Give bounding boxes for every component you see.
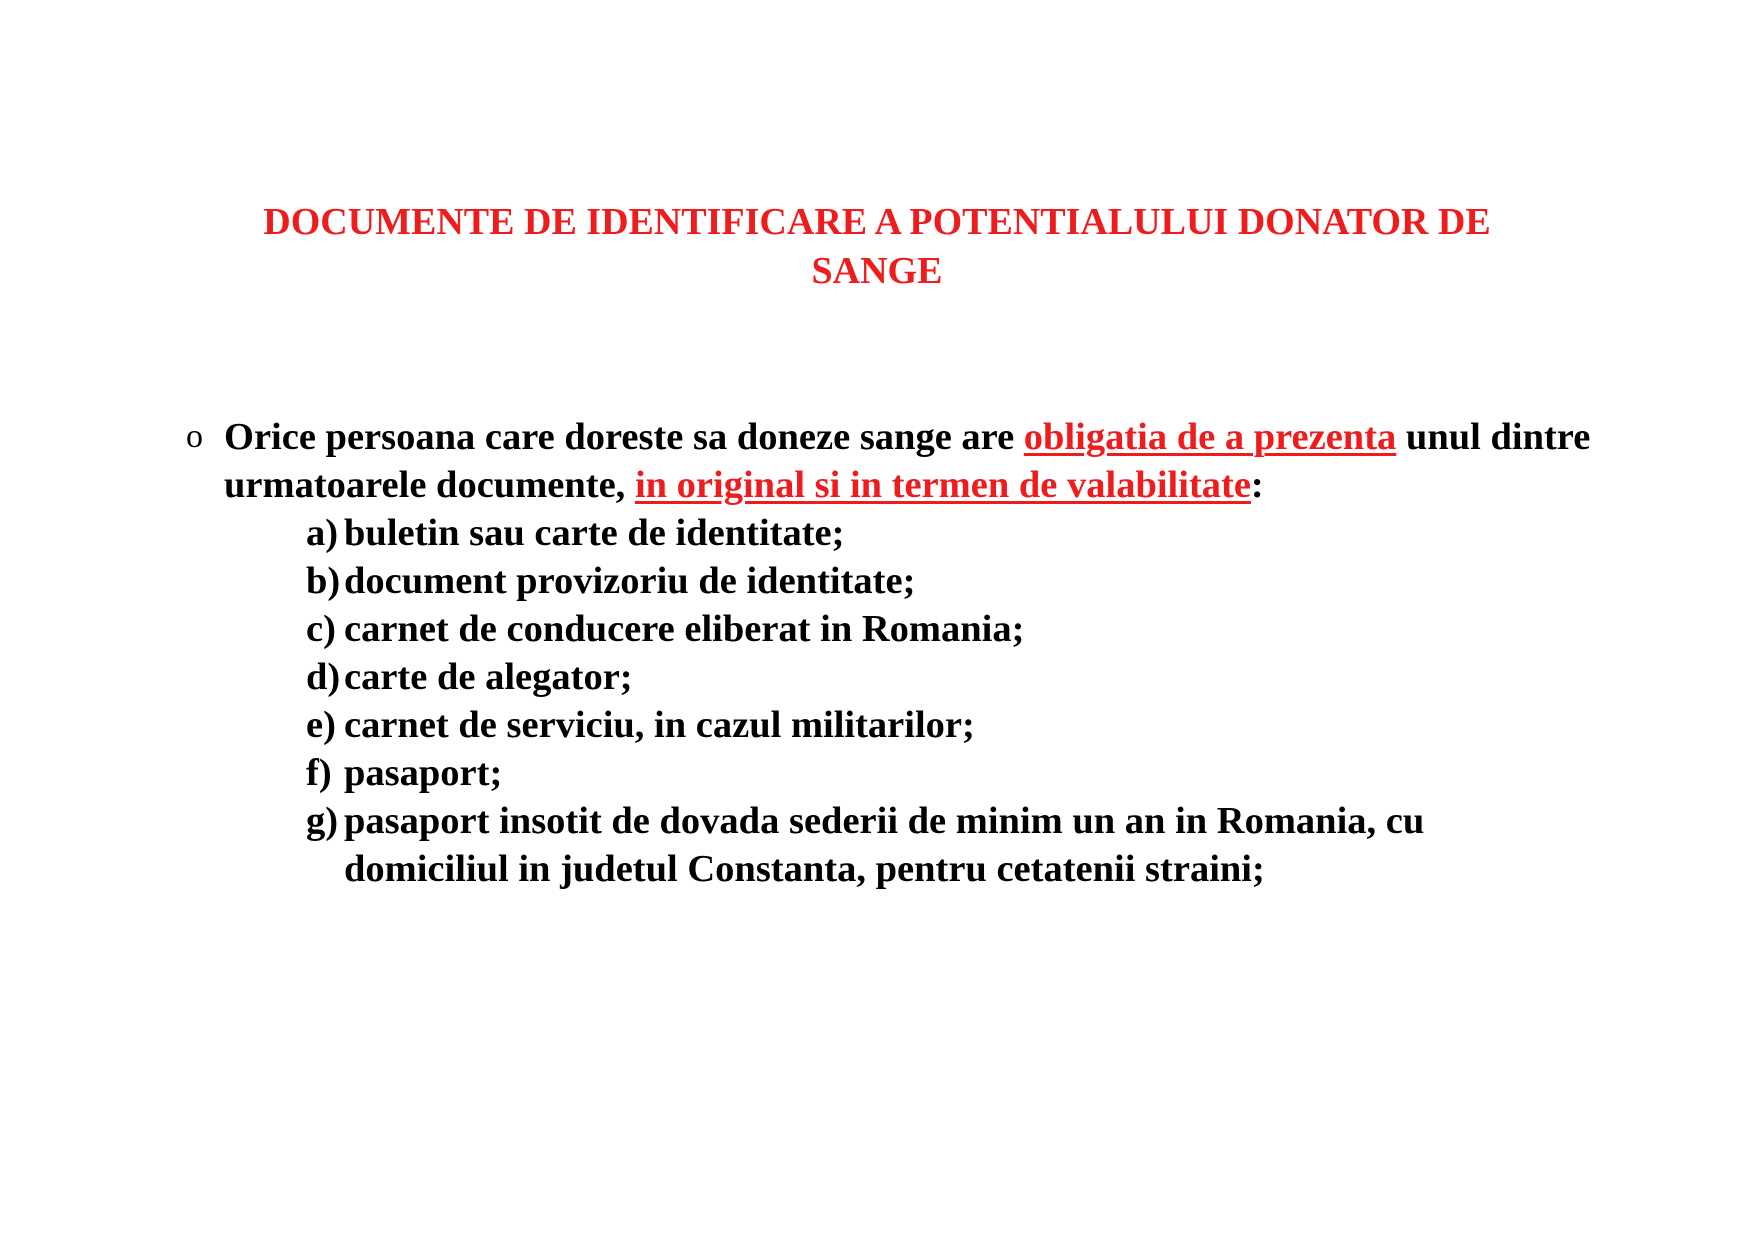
page-title-line-2: SANGE	[811, 250, 943, 292]
list-item-text: document provizoriu de identitate;	[344, 560, 916, 602]
list-item-letter: g)	[306, 800, 339, 842]
list-item	[306, 605, 1566, 653]
list-item-letter: f)	[306, 752, 332, 794]
intro-paragraph	[188, 413, 1608, 509]
bullet-marker: o	[186, 418, 203, 455]
list-item	[306, 797, 1566, 893]
list-item-text: carnet de conducere eliberat in Romania;	[344, 608, 1025, 650]
list-item	[306, 509, 1566, 557]
list-item	[306, 749, 1566, 797]
list-item-letter: b)	[306, 560, 341, 602]
list-item-text: buletin sau carte de identitate;	[344, 512, 845, 554]
list-item	[306, 653, 1566, 701]
intro-text	[224, 413, 1608, 509]
highlight-original-valid: in original si in termen de valabilitate	[634, 464, 1251, 506]
list-item-text: pasaport;	[344, 752, 503, 794]
list-item-letter: e)	[306, 704, 336, 746]
intro-text-before: Orice persoana care doreste sa doneze sange are	[224, 416, 1024, 458]
page-title-line-1: DOCUMENTE DE IDENTIFICARE A POTENTIALULUI DONATOR DE	[263, 201, 1491, 243]
list-item-letter: a)	[306, 512, 339, 554]
document-list	[306, 509, 1566, 893]
highlight-obligation: obligatia de a prezenta	[1023, 416, 1397, 458]
list-item-letter: d)	[306, 656, 341, 698]
list-item-text: carte de alegator;	[344, 656, 633, 698]
list-item-letter: c)	[306, 608, 336, 650]
intro-text-middle: unul dintre urmatoarele documente,	[224, 416, 1591, 506]
list-item	[306, 557, 1566, 605]
intro-text-after: :	[1250, 464, 1264, 506]
list-item	[306, 701, 1566, 749]
page-title	[150, 198, 1604, 296]
list-item-text: carnet de serviciu, in cazul militarilor;	[344, 704, 975, 746]
list-item-text: pasaport insotit de dovada sederii de minim un an in Romania, cu domiciliul in judetul Constanta, pentru cetatenii straini;	[344, 800, 1425, 890]
